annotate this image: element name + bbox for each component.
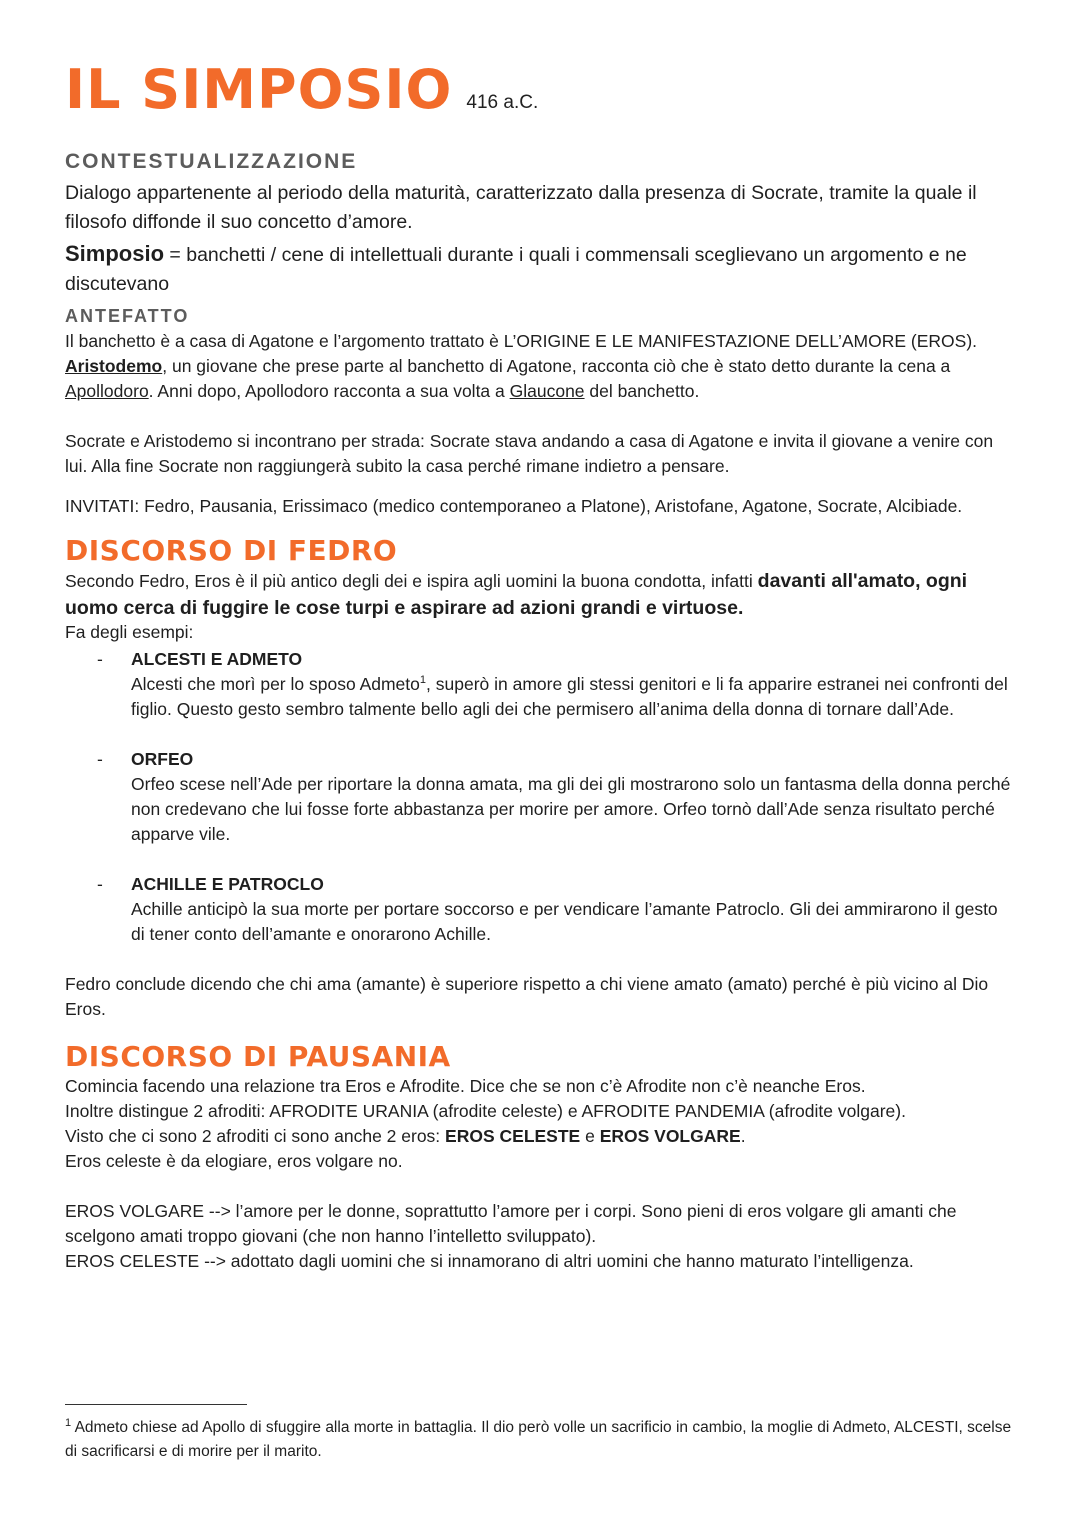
document-body [65,148,1015,1274]
heading-discorso-pausania: DISCORSO DI PAUSANIA [65,1040,451,1073]
example-text-b: , superò in amore gli stessi genitori e li fa apparire estranei nei confronti del figlio. Questo gesto sembro talmente bello agli dei che permisero all’anima della donna di tornare dall’Ade. [131,674,1008,719]
footnote-mark: 1 [65,1416,72,1429]
fedro-esempi: Fa degli esempi: [65,622,194,642]
example-text [131,672,1015,722]
simposio-term: Simposio [65,241,165,266]
antefatto-paragraph-2 [65,354,1015,404]
glaucone-name: Glaucone [509,381,585,401]
pausania-line-3-text: Visto che ci sono 2 afroditi ci sono anche 2 eros: [65,1126,446,1146]
pausania-line-3-and: e [580,1126,600,1146]
antefatto-paragraph-3: Socrate e Aristodemo si incontrano per strada: Socrate stava andando a casa di Agatone e invita il giovane a venire con lui. Alla fine Socrate non raggiungerà subito la casa perché rimane indietro a pensare. [65,431,994,476]
pausania-line-2: Inoltre distingue 2 afroditi: AFRODITE URANIA (afrodite celeste) e AFRODITE PANDEMIA (afrodite volgare). [65,1101,906,1121]
eros-celeste-paragraph: EROS CELESTE --> adottato dagli uomini che si innamorano di altri uomini che hanno maturato l’intelligenza. [65,1251,914,1271]
pausania-line-3-end: . [740,1126,746,1146]
antefatto-paragraph-1: Il banchetto è a casa di Agatone e l’argomento trattato è L’ORIGINE E LE MANIFESTAZIONE DELL’AMORE (EROS). [65,331,978,351]
heading-antefatto: ANTEFATTO [65,306,190,326]
pausania-line-3 [65,1124,1015,1149]
context-paragraph: Dialogo appartenente al periodo della maturità, caratterizzato dalla presenza di Socrate, tramite la quale il filosofo diffonde il suo concetto d’amore. [65,182,977,233]
page-title: IL SIMPOSIO [65,58,453,121]
example-title: ORFEO [131,749,194,769]
list-dash: - [97,749,103,769]
example-title: ACHILLE E PATROCLO [131,874,324,894]
pausania-line-1: Comincia facendo una relazione tra Eros e Afrodite. Dice che se non c’è Afrodite non c’è neanche Eros. [65,1076,866,1096]
apollodoro-name: Apollodoro [65,381,149,401]
simposio-definition-text: = banchetti / cene di intellettuali durante i quali i commensali sceglievano un argomento e ne discutevano [65,244,967,295]
heading-discorso-fedro: DISCORSO DI FEDRO [65,534,398,567]
title-row [65,58,538,122]
fedro-intro-bold: davanti all'amato, ogni uomo cerca di fuggire le cose turpi e aspirare ad azioni grandi e virtuose. [65,570,968,619]
pausania-line-4: Eros celeste è da elogiare, eros volgare no. [65,1151,403,1171]
example-text-a: Alcesti che morì per lo sposo Admeto [131,674,420,694]
aristodemo-name: Aristodemo [65,356,163,376]
heading-contestualizzazione: CONTESTUALIZZAZIONE [65,150,358,173]
eros-volgare-paragraph: EROS VOLGARE --> l’amore per le donne, soprattutto l’amore per i corpi. Sono pieni di eros volgare gli amanti che scelgono amati troppo giovani (che non hanno l’intelletto sviluppato). [65,1201,957,1246]
fedro-intro [65,568,1015,622]
footnote-separator [65,1404,247,1405]
footnote-text: Admeto chiese ad Apollo di sfuggire alla morte in battaglia. Il dio però volle un sacrificio in cambio, la moglie di Admeto, ALCESTI, scelse di sacrificarsi e di morire per il marito. [65,1419,1012,1460]
example-achille [65,872,1015,947]
antefatto-text-b: . Anni dopo, Apollodoro racconta a sua volta a [148,381,510,401]
example-text: Achille anticipò la sua morte per portare soccorso e per vendicare l’amante Patroclo. Gli dei ammirarono il gesto di tener conto dell’amante e onorarono Achille. [131,899,998,944]
antefatto-text-c: del banchetto. [584,381,700,401]
simposio-definition [65,239,1015,299]
example-orfeo [65,747,1015,847]
invitati-paragraph: INVITATI: Fedro, Pausania, Erissimaco (medico contemporaneo a Platone), Aristofane, Agatone, Socrate, Alcibiade. [65,496,963,516]
example-text: Orfeo scese nell’Ade per riportare la donna amata, ma gli dei gli mostrarono solo un fantasma della donna perché non credevano che lui fosse forte abbastanza per morire per amore. Orfeo tornò dall’Ade senza risultato perché apparve vile. [131,774,1011,844]
footnote [65,1416,1015,1464]
eros-celeste-bold: EROS CELESTE [445,1126,581,1146]
fedro-conclusion: Fedro conclude dicendo che chi ama (amante) è superiore rispetto a chi viene amato (amato) perché è più vicino al Dio Eros. [65,974,989,1019]
footnote-reference[interactable]: 1 [419,674,427,687]
antefatto-text-a: , un giovane che prese parte al banchetto di Agatone, racconta ciò che è stato detto durante la cena a [162,356,951,376]
example-alcesti [65,647,1015,722]
title-date: 416 a.C. [466,92,539,113]
fedro-intro-text: Secondo Fedro, Eros è il più antico degli dei e ispira agli uomini la buona condotta, infatti [65,571,758,591]
list-dash: - [97,649,103,669]
example-title: ALCESTI E ADMETO [131,649,303,669]
list-dash: - [97,874,103,894]
eros-volgare-bold: EROS VOLGARE [599,1126,741,1146]
